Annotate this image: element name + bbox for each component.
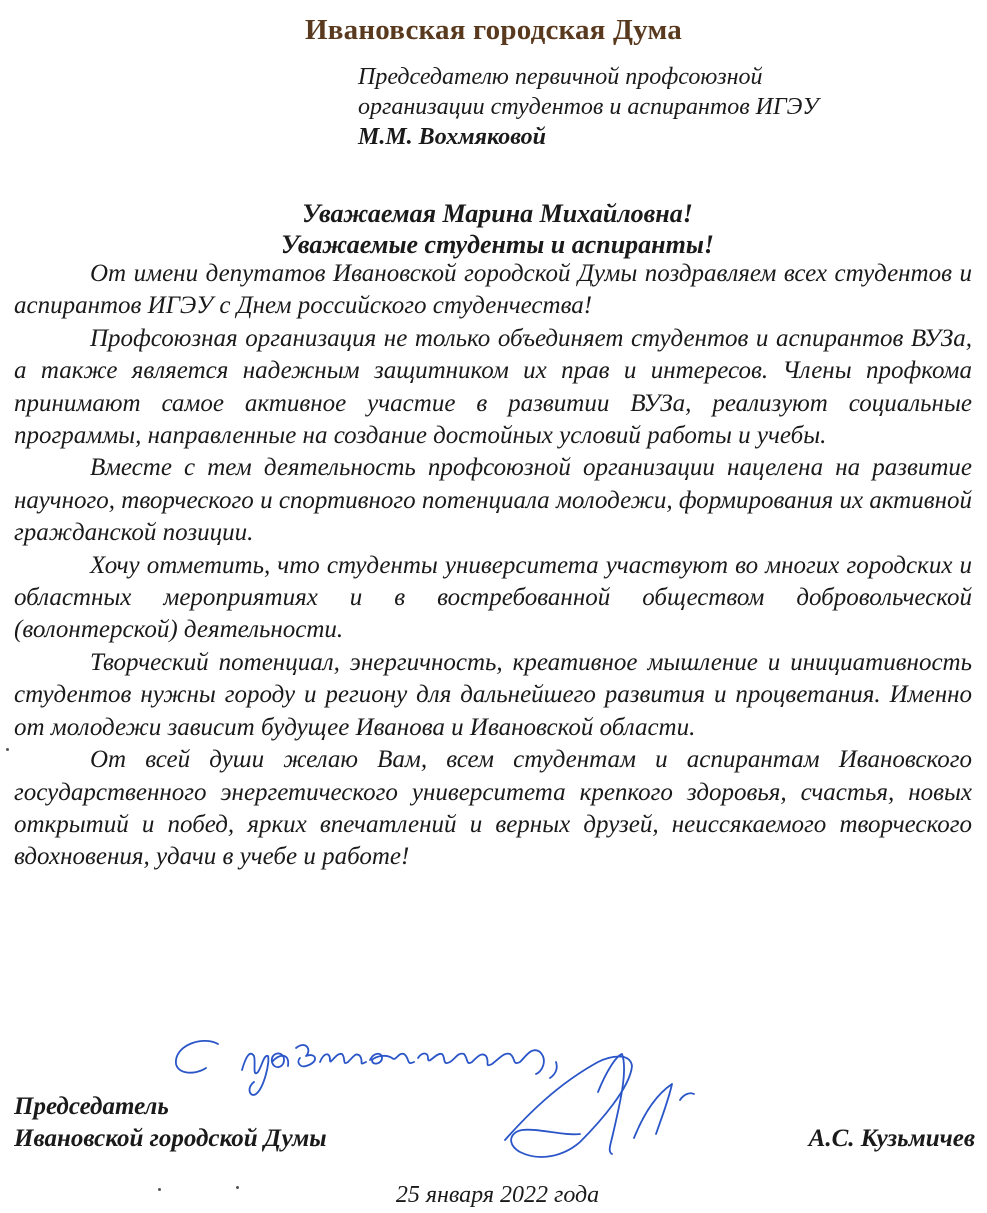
addressee-block	[358, 62, 978, 152]
signer-position-line-1: Председатель	[14, 1093, 169, 1120]
paragraph-4: Хочу отметить, что студенты университета участвуют во многих городских и областных мероприятиях и в востребованной обществом добровольческой (волонтерской) деятельности.	[14, 551, 972, 644]
paragraph-5: Творческий потенциал, энергичность, креативное мышление и инициативность студентов нужны городу и региону для дальнейшего развития и процветания. Именно от молодежи зависит будущее Иванова и Ивановской области.	[14, 648, 972, 741]
scan-dot	[236, 1186, 239, 1189]
page-title: Ивановская городская Дума	[305, 14, 682, 46]
signer-name: А.С. Кузьмичев	[808, 1125, 975, 1152]
paragraph-6: От всей души желаю Вам, всем студентам и аспирантам Ивановского государственного энергетического университета крепкого здоровья, счастья, новых открытий и побед, ярких впечатлений и верных друзей, неиссякаемого творческого вдохновения, удачи в учебе и работе!	[14, 746, 972, 871]
signer-position	[14, 1091, 327, 1155]
paragraph-3: Вместе с тем деятельность профсоюзной организации нацелена на развитие научного, творческого и спортивного потенциала молодежи, формирования их активной гражданской позиции.	[14, 454, 972, 547]
paragraph-1: От имени депутатов Ивановской городской Думы поздравляем всех студентов и аспирантов ИГЭУ с Днем российского студенчества!	[14, 260, 972, 320]
letter-body	[14, 258, 972, 874]
addressee-line-2: организации студентов и аспирантов ИГЭУ	[358, 94, 819, 120]
salutation-block	[0, 198, 987, 260]
salutation-line-1: Уважаемая Марина Михайловна!	[302, 199, 693, 228]
paragraph-2: Профсоюзная организация не только объединяет студентов и аспирантов ВУЗа, а также является надежным защитником их прав и интересов. Члены профкома принимают самое активное участие в развитии ВУЗа, реализуют социальные программы, направленные на создание достойных условий работы и учебы.	[14, 324, 972, 450]
salutation-line-2: Уважаемые студенты и аспиранты!	[281, 230, 714, 259]
scan-dot	[6, 748, 9, 751]
letter-date: 25 января 2022 года	[395, 1182, 600, 1208]
addressee-line-1: Председателю первичной профсоюзной	[358, 64, 763, 90]
scan-dot	[158, 1188, 161, 1191]
addressee-name: М.М. Вохмяковой	[358, 124, 547, 150]
signer-position-line-2: Ивановской городской Думы	[14, 1125, 327, 1152]
